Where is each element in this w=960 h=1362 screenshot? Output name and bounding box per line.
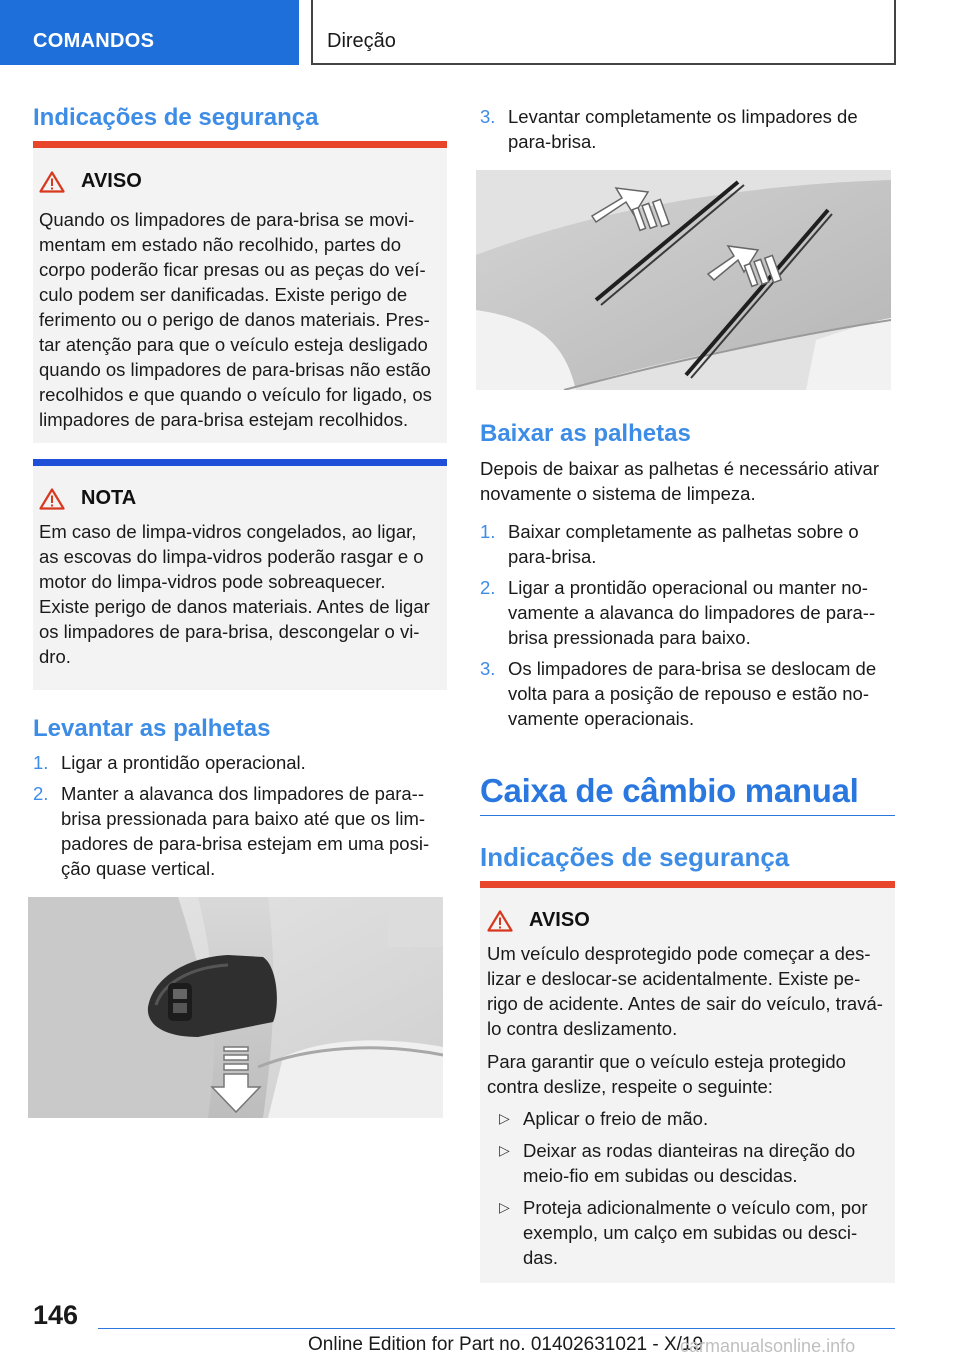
step-text: Baixar completamente as palhetas sobre o para-brisa. bbox=[508, 521, 859, 567]
warning-title: AVISO bbox=[81, 170, 142, 192]
raise-steps-list bbox=[33, 750, 447, 887]
step-text: Manter a alavanca dos limpadores de para--brisa pressionada para baixo até que os lim-padores de para-brisa estejam em uma posi-ção quase vertical. bbox=[61, 783, 430, 879]
list-item bbox=[487, 1195, 889, 1270]
list-item bbox=[480, 104, 895, 154]
note-text: Em caso de limpa-vidros congelados, ao ligar, as escovas do limpa-vidros poderão rasgar e o motor do limpa-vidros pode sobreaquecer. Existe perigo de danos materiais. Antes de ligar os limpadores de para-brisa, descongelar o vi-dro. bbox=[39, 521, 430, 667]
manual-warning-heading bbox=[487, 909, 590, 932]
warning-text: Quando os limpadores de para-brisa se movi-mentam em estado não recolhido, partes do corpo poderão ficar presas ou as peças do veí-culo podem ser danificadas. Existe perigo de ferimento ou o perigo de danos materiais. Pres-tar atenção para que o veículo esteja desligado quando os limpadores de para-brisas não estão recolhidos e que quando o veículo for ligado, os limpadores de para-brisa estejam recolhidos. bbox=[39, 209, 432, 430]
step-number: 1. bbox=[480, 521, 496, 542]
manual-warning-bullets bbox=[487, 1106, 889, 1277]
chapter-header bbox=[311, 0, 896, 65]
section-label: COMANDOS bbox=[33, 30, 155, 52]
list-item bbox=[33, 781, 447, 881]
raise-step3-list bbox=[480, 104, 895, 160]
lower-steps-list bbox=[480, 519, 895, 737]
safety-heading: Indicações de segurança bbox=[33, 104, 319, 131]
chapter-label: Direção bbox=[327, 30, 396, 52]
watermark: carmanualsonline.info bbox=[680, 1336, 856, 1356]
step-number: 3. bbox=[480, 658, 496, 679]
step-number: 1. bbox=[33, 752, 49, 773]
manual-warning-bar bbox=[480, 881, 895, 888]
edition-text: Online Edition for Part no. 01402631021 - X/19 bbox=[308, 1334, 704, 1355]
list-item bbox=[487, 1106, 889, 1131]
step-text: Levantar completamente os limpadores de para-brisa. bbox=[508, 106, 858, 152]
raise-heading: Levantar as palhetas bbox=[33, 715, 271, 742]
lower-intro: Depois de baixar as palhetas é necessário ativar novamente o sistema de limpeza. bbox=[480, 458, 880, 504]
list-item bbox=[33, 750, 447, 775]
footer-rule bbox=[98, 1328, 895, 1329]
manual-warning-title: AVISO bbox=[529, 909, 590, 931]
list-item bbox=[480, 519, 895, 569]
step-text: Ligar a prontidão operacional. bbox=[61, 752, 306, 773]
note-title: NOTA bbox=[81, 487, 137, 509]
warning-triangle-icon bbox=[39, 488, 65, 510]
step-text: Os limpadores de para-brisa se deslocam de volta para a posição de repouso e estão no-vamente operacionais. bbox=[508, 658, 877, 729]
note-bar bbox=[33, 459, 447, 466]
bullet-text: Deixar as rodas dianteiras na direção do meio-fio em subidas ou descidas. bbox=[523, 1140, 856, 1186]
bullet-text: Proteja adicionalmente o veículo com, por exemplo, um calço em subidas ou desci-das. bbox=[523, 1197, 868, 1268]
list-item bbox=[480, 575, 895, 650]
step-number: 3. bbox=[480, 106, 496, 127]
manual-safety-heading: Indicações de segurança bbox=[480, 842, 790, 872]
manual-heading-rule bbox=[480, 815, 895, 816]
warning-bar bbox=[33, 141, 447, 148]
warning-triangle-icon bbox=[39, 171, 65, 193]
step-number: 2. bbox=[33, 783, 49, 804]
triangle-bullet-icon: ▷ bbox=[499, 1142, 510, 1158]
page-number: 146 bbox=[33, 1300, 79, 1330]
manual-warning-text: Um veículo desprotegido pode começar a des-lizar e deslocar-se acidentalmente. Existe pe-rigo de acidente. Antes de sair do veículo, travá-lo contra deslizamento. bbox=[487, 943, 883, 1039]
list-item bbox=[480, 656, 895, 731]
step-text: Ligar a prontidão operacional ou manter no-vamente a alavanca do limpadores de para--brisa pressionada para baixo. bbox=[508, 577, 876, 648]
warning-triangle-icon bbox=[487, 910, 513, 932]
lower-heading: Baixar as palhetas bbox=[480, 420, 691, 447]
triangle-bullet-icon: ▷ bbox=[499, 1110, 510, 1126]
note-heading bbox=[39, 487, 136, 510]
manual-heading: Caixa de câmbio manual bbox=[480, 772, 859, 809]
bullet-text: Aplicar o freio de mão. bbox=[523, 1108, 709, 1129]
wiper-lever-illustration bbox=[28, 897, 443, 1118]
manual-warning-text-2: Para garantir que o veículo esteja protegido contra deslize, respeite o seguinte: bbox=[487, 1051, 846, 1097]
warning-heading bbox=[39, 170, 142, 193]
triangle-bullet-icon: ▷ bbox=[499, 1199, 510, 1215]
section-tab bbox=[0, 0, 299, 65]
windshield-wipers-illustration bbox=[476, 170, 891, 390]
list-item bbox=[487, 1138, 889, 1188]
step-number: 2. bbox=[480, 577, 496, 598]
